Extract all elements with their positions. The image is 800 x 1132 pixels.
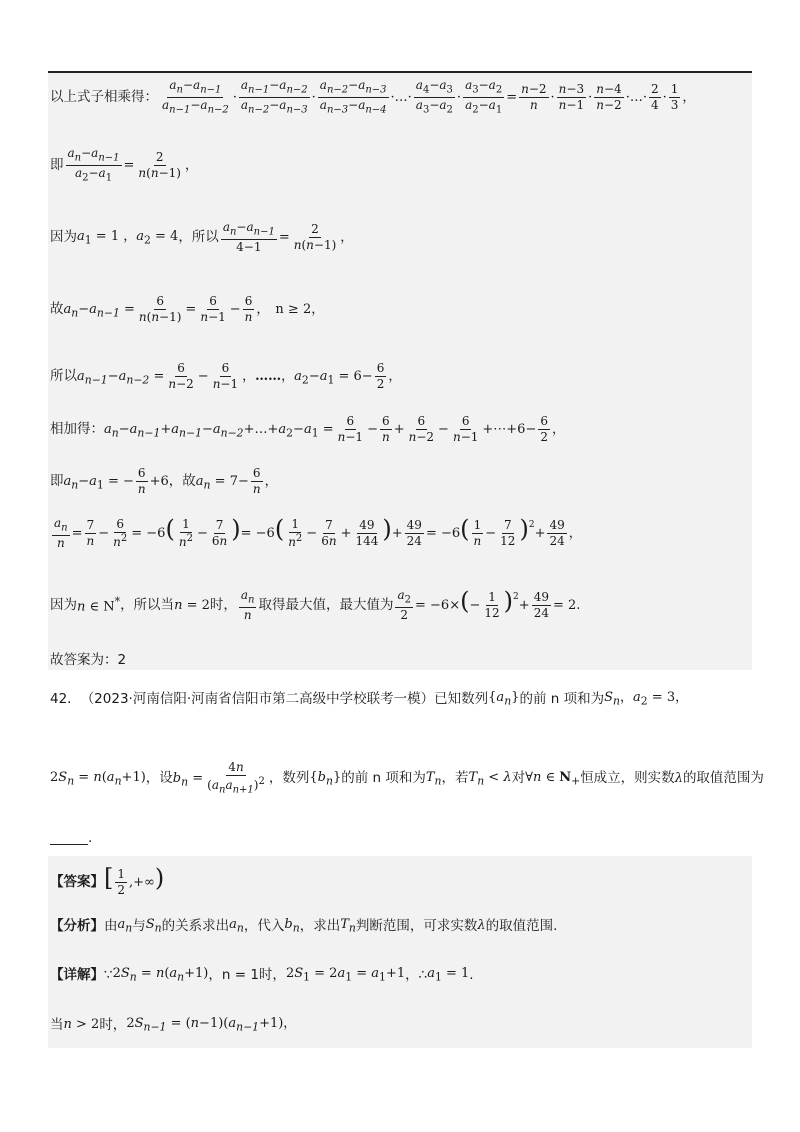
an-line: 即 $a_n-a_1$ = − $\frac{6}{n}$ +6 ，故 $a_n = 7-$ $\frac{6}{n}$ ， xyxy=(50,466,278,496)
analysis-42: 【分析】 由 $a_n$ 与 $S_n$ 的关系求出 $a_n$ ，代入 $b_n$ ，求出 $T_n$ 判断范围，可求实数 λ 的取值范围. xyxy=(50,917,558,935)
given-formula: $\frac{a_n-a_{n-1}}{4-1}$ = $\frac{2}{n(n-1)}$ ， xyxy=(222,220,354,254)
ji-line: 即 $\frac{a_n-a_{n-1}}{a_2-a_1}$ = $\frac{2}{n(n-1)}$ ， xyxy=(50,146,198,184)
ji-formula: $\frac{a_n-a_{n-1}}{a_2-a_1}$ = $\frac{2}{n(n-1)}$ ， xyxy=(67,146,198,184)
max-line: 因为 n ∈ N* ，所以当 n = 2 时， $\frac{a_n}{n}$ 取得最大值，最大值为 $\frac{a_2}{2}$ = −6×(− $\frac{1}{12}$ )$^2$+ $\frac{49}{24}$ = 2. xyxy=(50,586,581,622)
problem-42-line-2: $2S_n = n(a_n+1)$ ，设 $b_n$ = $\frac{4n}{(a_na_{n+1})^2}$ ，数列 $\{b_n\}$ 的前 n 项和为 $T_n$ ，若 $T_n < \lambda$ 对 ∀n ∈ $N_+$ 恒成立，则实数 λ 的取值范围为 xyxy=(50,760,764,796)
add-formula: $a_n-a_{n-1}+a_{n-1}-a_{n-2}+\dots+a_2-a_1$ = $\frac{6}{n-1}$ − $\frac{6}{n}$ + $\frac{6}{n-2}$ − $\frac{6}{n-1}$ +⋯+6− $\frac{6}{2}$ ， xyxy=(104,414,565,444)
detail-42: 【详解】 ∵ $2S_n = n(a_n+1)$ ，n = 1时， $2S_1 = 2a_1 = a_1+1$ ，∴ $a_1 = 1$ . xyxy=(50,966,474,984)
product-formula: $\frac{a_n-a_{n-1}}{a_{n-1}-a_{n-2}}$ · $\frac{a_{n-1}-a_{n-2}}{a_{n-2}-a_{n-3}}$ · $\frac{a_{n-2}-a_{n-3}}{a_{n-3}-a_{n-4}}$ ·…· $\frac{a_4-a_3}{a_3-a_2}$ · $\frac{a_3-a_2}{a_2-a_1}$ = $\frac{n-2}{n}$ · $\frac{n-3}{n-1}$ · $\frac{n-4}{n-2}$ ·…· $\frac{2}{4}$ · $\frac{1}{3}$ ， xyxy=(162,78,696,116)
problem-42-line-1: 42． （2023·河南信阳·河南省信阳市第二高级中学校联考一模） 已知数列 $\{a_n\}$ 的前 n 项和为 $S_n$，$a_2 = 3$， xyxy=(50,690,689,708)
max-formula: $\frac{a_2}{2}$ = −6×(− $\frac{1}{12}$ )$^2$+ $\frac{49}{24}$ = 2. xyxy=(397,586,581,622)
so-line: 故 $a_n-a_{n-1}$ = $\frac{6}{n(n-1)}$ = $\frac{6}{n-1}$ − $\frac{6}{n}$ ， n ≥ 2 ， xyxy=(50,294,325,324)
answer-interval: [ $\frac{1}{2}$ ,+∞) xyxy=(104,864,165,897)
add-line: 相加得： $a_n-a_{n-1}+a_{n-1}-a_{n-2}+\dots+a_2-a_1$ = $\frac{6}{n-1}$ − $\frac{6}{n}$ + $\frac{6}{n-2}$ − $\frac{6}{n-1}$ +⋯+6− $\frac{6}{2}$ ， xyxy=(50,414,565,444)
detail-42-last: 当 n > 2 时， $2S_{n-1} = (n-1)(a_{n-1}+1)$， xyxy=(50,1016,297,1034)
multiply-line: 以上式子相乘得： $\frac{a_n-a_{n-1}}{a_{n-1}-a_{n-2}}$ · $\frac{a_{n-1}-a_{n-2}}{a_{n-2}-a_{n-3}}$ · $\frac{a_{n-2}-a_{n-3}}{a_{n-3}-a_{n-4}}$ ·…· $\frac{a_4-a_3}{a_3-a_2}$ · $\frac{a_3-a_2}{a_2-a_1}$ = $\frac{n-2}{n}$ · $\frac{n-3}{n-1}$ · $\frac{n-4}{n-2}$ ·…· $\frac{2}{4}$ · $\frac{1}{3}$ ， xyxy=(50,78,696,116)
answer-line-41: 故答案为：2 xyxy=(50,652,127,668)
problem-42-blank: . xyxy=(50,830,748,846)
suoyi-line: 所以 $a_{n-1}-a_{n-2}$ = $\frac{6}{n-2}$ − $\frac{6}{n-1}$ ，……，$a_2-a_1 = 6-$ $\frac{6}{2}$ ， xyxy=(50,361,402,391)
ratio-line xyxy=(50,516,748,551)
given-line: 因为 $a_1 = 1$ ，$a_2 = 4$ ，所以 $\frac{a_n-a_{n-1}}{4-1}$ = $\frac{2}{n(n-1)}$ ， xyxy=(50,220,354,254)
ratio-formula: $\frac{a_n}{n}$ = $\frac{7}{n}$ − $\frac{6}{n^2}$ = −6( $\frac{1}{n^2}$ − $\frac{7}{6n}$ )= −6( $\frac{1}{n^2}$ − $\frac{7}{6n}$ + $\frac{49}{144}$ )+ $\frac{49}{24}$ = −6( $\frac{1}{n}$ − $\frac{7}{12}$ )$^2$+ $\frac{49}{24}$ ， xyxy=(54,514,582,550)
suoyi-formula: $a_{n-1}-a_{n-2}$ = $\frac{6}{n-2}$ − $\frac{6}{n-1}$ ，……，$a_2-a_1 = 6-$ $\frac{6}{2}$ ， xyxy=(77,361,402,391)
so-formula: $a_n-a_{n-1}$ = $\frac{6}{n(n-1)}$ = $\frac{6}{n-1}$ − $\frac{6}{n}$ ， xyxy=(63,294,270,324)
answer-42: 【答案】 [ $\frac{1}{2}$ ,+∞) xyxy=(50,864,165,897)
answer-blank xyxy=(50,832,88,845)
